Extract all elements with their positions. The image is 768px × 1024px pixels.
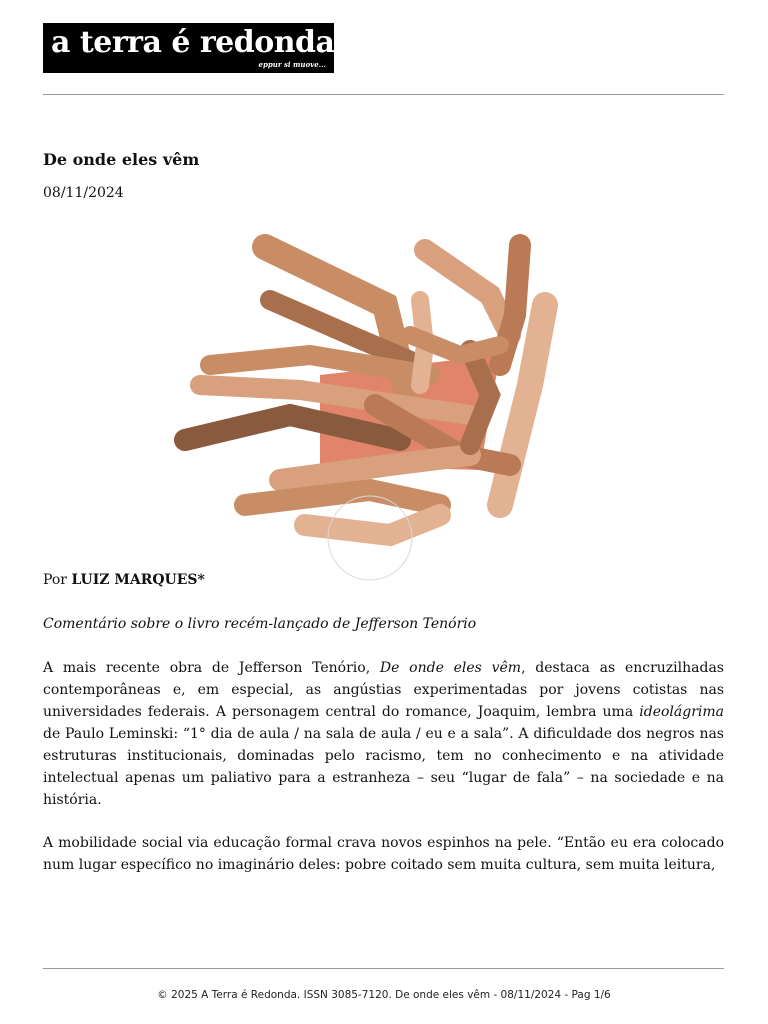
arms-collage-image <box>170 225 590 585</box>
site-logo[interactable] <box>43 23 334 73</box>
arm-2 <box>425 250 510 335</box>
paragraph-2: A mobilidade social via educação formal crava novos espinhos na pele. “Então eu era colocado num lugar específico no imaginário deles: pobre coitado sem muita cultura, sem muita leitura, <box>43 835 724 873</box>
page-footer: © 2025 A Terra é Redonda. ISSN 3085-7120. De onde eles vêm - 08/11/2024 - Pag 1/6 <box>157 989 611 1001</box>
byline-prefix: Por <box>43 572 72 588</box>
paragraph-1 <box>43 657 724 811</box>
paragraph-1-part-b: , destaca as encruzilhadas contemporâneas e, em especial, as angústias experimentadas por jovens cotistas nas universidades federais. A personagem central do romance, Joaquim, lembra uma <box>43 660 724 720</box>
arm-11 <box>280 455 470 480</box>
paragraph-1-part-a: A mais recente obra de Jefferson Tenório, <box>43 660 380 676</box>
term-ideolagrima: ideolágrima <box>639 704 724 720</box>
article-date: 08/11/2024 <box>43 185 124 201</box>
footer-divider <box>43 968 724 969</box>
arm-12 <box>245 490 440 505</box>
author-name[interactable]: LUIZ MARQUES* <box>71 572 205 588</box>
arms-group <box>185 245 545 535</box>
byline <box>43 572 205 588</box>
logo-tagline: eppur si muove... <box>258 60 326 69</box>
arm-13 <box>305 515 440 535</box>
logo-text: a terra é redonda <box>51 25 335 60</box>
book-title: De onde eles vêm <box>379 660 522 676</box>
article-title: De onde eles vêm <box>43 150 200 169</box>
header-divider <box>43 94 724 95</box>
article-lead: Comentário sobre o livro recém-lançado de Jefferson Tenório <box>43 616 477 632</box>
paragraph-1-part-c: de Paulo Leminski: “1° dia de aula / na sala de aula / eu e a sala”. A dificuldade dos negros nas estruturas institucionais, dominadas pelo racismo, tem no conhecimento e na atividade intelectual apenas um paliativo para a estranheza – seu “lugar de fala” – na sociedade e na história. <box>43 726 724 808</box>
